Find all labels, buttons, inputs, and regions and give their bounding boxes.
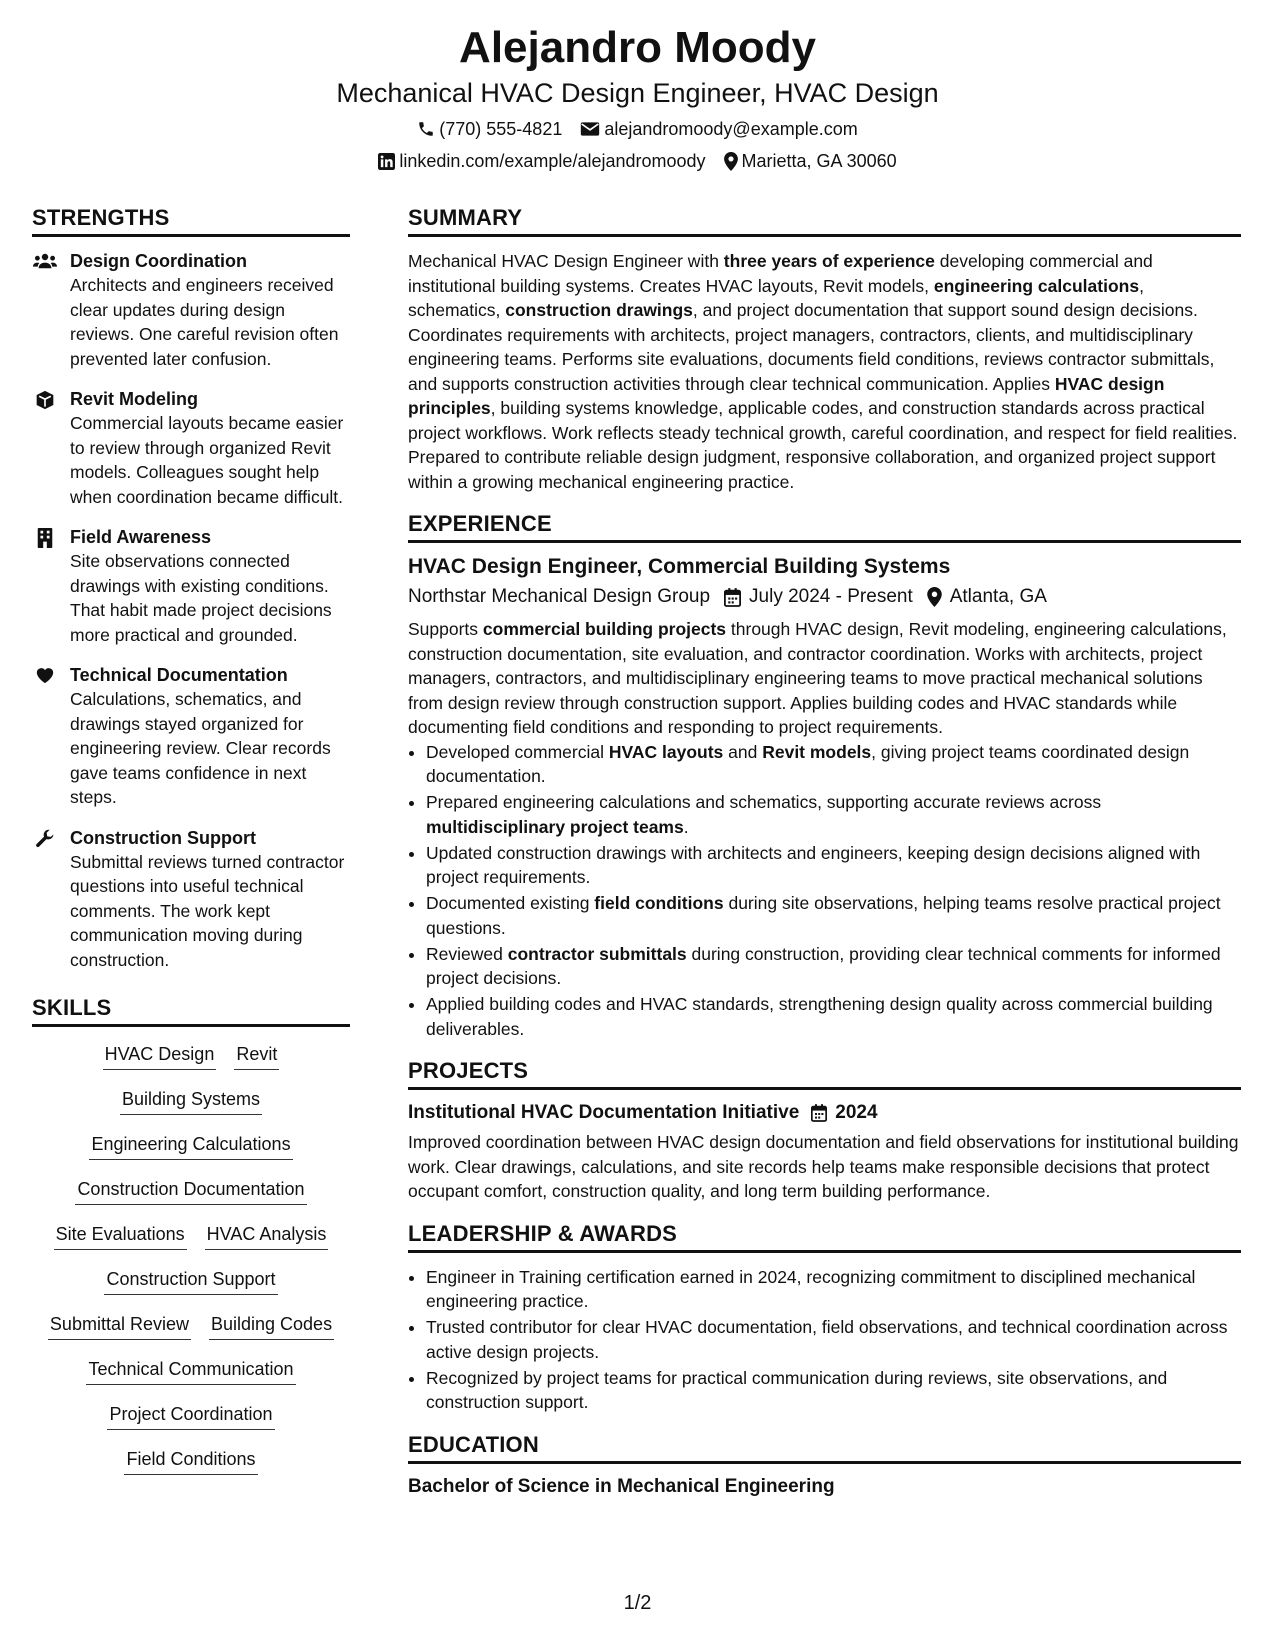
bold-text: HVAC design principles [408,373,1165,418]
phone-text: (770) 555-4821 [439,119,563,139]
text-segment: , schematics, [408,275,1144,320]
skill-row [32,1446,350,1491]
text-segment: Reviewed [426,943,508,964]
cube-icon [35,390,55,410]
contact-row-1 [0,116,1275,142]
skill-row [32,1356,350,1401]
email-text[interactable]: alejandromoody@example.com [604,119,858,139]
leadership-item: • Trusted contributor for clear HVAC documentation, field observations, and technical coordination across active design projects. [426,1315,1241,1364]
strength-item [32,387,350,509]
text-segment: , and project documentation that support sound design decisions. Coordinates requirements with architects, project managers, contractors, clients, and multidisciplinary engineering teams. Performs site evaluations, documents field conditions, reviews contractor submittals, and supports construction activities through clear technical communication. Applies [408,300,1215,394]
strength-desc: Commercial layouts became easier to review through organized Revit models. Colleagues sought help when coordination became difficult. [70,413,344,507]
job-bullet [426,942,1241,991]
bold-text: field conditions [594,893,724,913]
skill-tag: HVAC Design [103,1041,217,1070]
strength-desc: Site observations connected drawings with existing conditions. That habit made project decisions more practical and grounded. [70,551,332,645]
phone-icon [417,120,435,138]
project-date: 2024 [835,1102,878,1123]
job-location-item [927,583,1047,611]
skill-tag: Building Systems [120,1086,262,1115]
job-bullet [426,841,1241,890]
text-segment: Prepared engineering calculations and schematics, supporting accurate reviews across [426,792,1102,812]
skill-row [32,1221,350,1266]
bold-text: construction drawings [505,300,693,320]
job-dates: July 2024 - Present [749,586,913,607]
text-segment: Developed commercial [426,741,609,762]
users-icon [33,252,57,270]
strengths-heading: STRENGTHS [32,204,350,237]
skills-heading: SKILLS [32,994,350,1027]
bold-text: engineering calculations [933,275,1140,296]
skill-row [32,1176,350,1221]
email-item[interactable] [580,116,857,142]
job-description [408,617,1241,740]
skill-tag: Field Conditions [124,1446,257,1475]
job-entry [408,553,1241,1041]
skill-row [32,1131,350,1176]
job-bullet [426,790,1241,839]
text-segment: through HVAC design, Revit modeling, engineering calculations, construction documentation, site evaluation, and contractor coordination. Works with architects, project managers, contractors, and multidisciplinary engineering teams to move practical mechanical solutions from design review through construction support. Applies building codes and HVAC standards while documenting field conditions and responding to project requirements. [408,619,1227,737]
text-segment: . [683,816,689,837]
job-bullets [408,740,1241,1042]
strength-desc: Calculations, schematics, and drawings stayed organized for engineering review. Clear records gave teams confidence in next steps. [70,689,331,807]
job-meta [408,583,1241,611]
location-item [724,148,897,174]
candidate-title: Mechanical HVAC Design Engineer, HVAC Design [336,78,939,108]
project-title-row [408,1100,1241,1126]
job-title: HVAC Design Engineer, Commercial Building Systems [408,555,951,578]
left-column [32,204,350,1491]
skill-tag: Construction Support [104,1266,277,1295]
strength-item [32,249,350,371]
candidate-name: Alejandro Moody [459,23,816,72]
contact-row-2 [0,148,1275,174]
envelope-icon [580,121,600,137]
bold-text: three years of experience [723,251,935,271]
text-segment: , giving project teams coordinated design documentation. [426,741,1190,786]
bold-text: HVAC layouts [608,741,724,762]
heart-icon [35,666,55,684]
skill-tag: Project Coordination [107,1401,274,1430]
strength-title: Construction Support [70,827,256,848]
job-bullet [426,891,1241,940]
text-segment: Updated construction drawings with architects and engineers, keeping design decisions aligned with project requirements. [426,842,1201,887]
text-segment: , building systems knowledge, applicable codes, and construction standards across practical project workflows. Work reflects steady technical growth, careful coordination, and respect for field realities. Prepared to contribute reliable design judgment, responsive collaboration, and organized project support within a growing mechanical engineering practice. [408,398,1238,492]
skills-list [32,1041,350,1491]
skill-tag: Submittal Review [48,1311,191,1340]
bold-text: commercial building projects [482,619,727,639]
job-bullet [426,740,1241,789]
linkedin-text[interactable]: linkedin.com/example/alejandromoody [399,151,706,171]
summary-text [408,249,1241,494]
strength-item [32,663,350,810]
skill-tag: Engineering Calculations [89,1131,292,1160]
project-date-item [811,1100,877,1126]
strength-title: Revit Modeling [70,389,199,409]
page-number: 1/2 [623,1592,652,1614]
bold-text: Revit models [762,741,872,762]
bold-text: contractor submittals [507,943,687,964]
project-description: Improved coordination between HVAC design documentation and field observations for institutional building work. Clear drawings, calculations, and site records help teams make responsible decisions that protect occupant comfort, construction quality, and long term building performance. [408,1132,1239,1201]
skill-tag: Revit [234,1041,279,1070]
skill-tag: HVAC Analysis [205,1221,329,1250]
job-bullet [426,992,1241,1041]
project-entry [408,1100,1241,1204]
skill-row [32,1401,350,1446]
text-segment: during site observations, helping teams resolve practical project questions. [426,893,1221,938]
building-icon [37,528,53,548]
text-segment: during construction, providing clear technical comments for informed project decisions. [426,943,1221,988]
education-heading: EDUCATION [408,1431,1241,1464]
right-column [408,204,1241,1500]
calendar-icon [811,1104,827,1122]
strength-title: Design Coordination [70,251,247,271]
text-segment: and [723,741,763,762]
text-segment: Documented existing [426,893,595,913]
skill-tag: Building Codes [209,1311,334,1340]
wrench-icon [35,829,55,849]
location-text: Marietta, GA 30060 [741,151,897,171]
education-degree: Bachelor of Science in Mechanical Engineering [408,1475,835,1497]
skill-row [32,1041,350,1086]
leadership-item: • Recognized by project teams for practical communication during reviews, site observations, and construction support. [426,1366,1241,1415]
strength-item [32,826,350,973]
strengths-list [32,249,350,972]
leadership-heading: LEADERSHIP & AWARDS [408,1220,1241,1253]
strength-title: Field Awareness [70,527,212,547]
summary-heading: SUMMARY [408,204,1241,237]
project-title: Institutional HVAC Documentation Initiative [408,1102,800,1123]
strength-desc: Submittal reviews turned contractor questions into useful technical comments. The work kept communication moving during construction. [70,851,345,970]
skill-row [32,1311,350,1356]
projects-heading: PROJECTS [408,1057,1241,1090]
job-location: Atlanta, GA [949,586,1047,607]
phone-item [417,116,562,142]
linkedin-icon [378,153,395,170]
strength-desc: Architects and engineers received clear updates during design reviews. One careful revision often prevented later confusion. [70,275,339,369]
header [0,0,1275,174]
skill-row [32,1266,350,1311]
job-company: Northstar Mechanical Design Group [408,586,711,607]
text-segment: Applied building codes and HVAC standards, strengthening design quality across commercial building deliverables. [426,994,1213,1039]
map-pin-icon [927,587,942,607]
experience-heading: EXPERIENCE [408,510,1241,543]
calendar-icon [724,588,741,607]
text-segment: developing commercial and institutional building systems. Creates HVAC layouts, Revit models, [408,251,1153,296]
skill-tag: Site Evaluations [54,1221,187,1250]
bold-text: multidisciplinary project teams [426,816,684,837]
strength-item [32,525,350,647]
skill-tag: Construction Documentation [75,1176,306,1205]
leadership-item: • Engineer in Training certification earned in 2024, recognizing commitment to disciplined mechanical engineering practice. [426,1265,1241,1314]
skill-tag: Technical Communication [86,1356,295,1385]
skill-row [32,1086,350,1131]
job-dates-item [724,583,913,611]
linkedin-item[interactable] [378,148,705,174]
leadership-list [408,1265,1241,1415]
strength-title: Technical Documentation [70,665,288,685]
map-pin-icon [724,152,738,171]
text-segment: Mechanical HVAC Design Engineer with [408,251,724,271]
text-segment: Supports [408,619,483,639]
